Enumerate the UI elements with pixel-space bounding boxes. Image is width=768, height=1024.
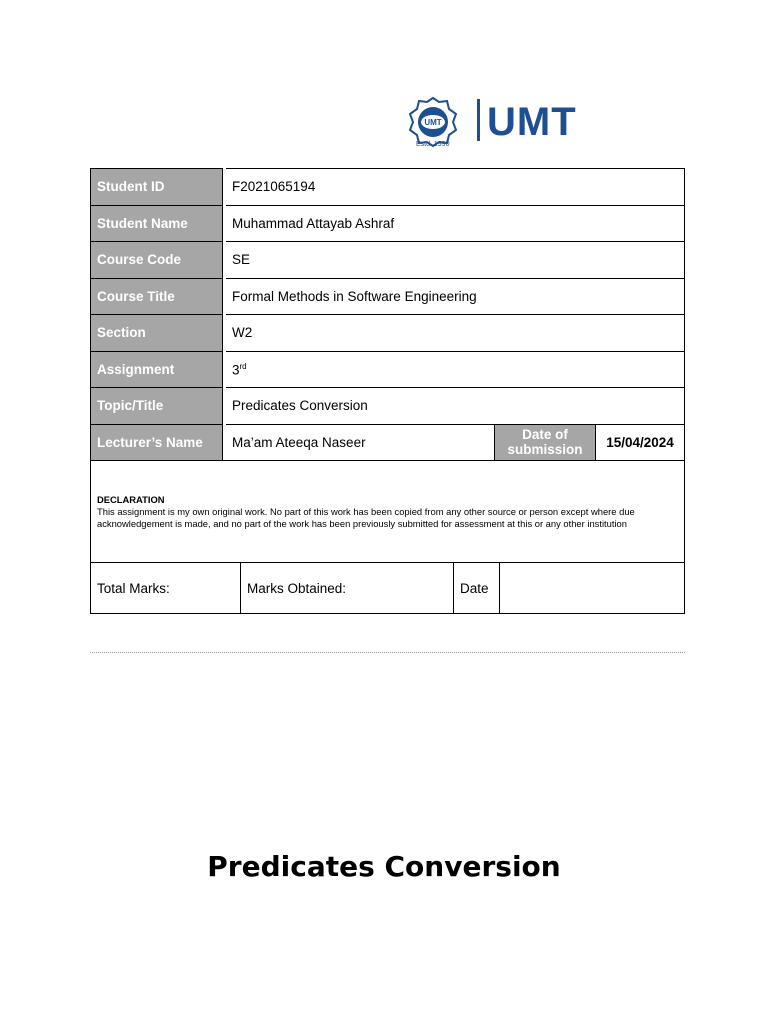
- date-of-submission-label: Date of submission: [495, 424, 596, 461]
- student-id-value: F2021065194: [225, 169, 685, 206]
- topic-value: Predicates Conversion: [225, 388, 685, 425]
- course-code-value: SE: [225, 242, 685, 279]
- marks-table: [90, 562, 685, 614]
- total-marks-label: Total Marks:: [91, 563, 241, 614]
- table-row: [91, 315, 685, 352]
- section-label: Section: [91, 315, 225, 352]
- student-id-label: Student ID: [91, 169, 225, 206]
- date-of-submission-value: 15/04/2024: [596, 424, 685, 461]
- table-row: [91, 205, 685, 242]
- topic-label: Topic/Title: [91, 388, 225, 425]
- student-name-value: Muhammad Attayab Ashraf: [225, 205, 685, 242]
- course-title-label: Course Title: [91, 278, 225, 315]
- course-code-label: Course Code: [91, 242, 225, 279]
- table-row: [91, 563, 685, 614]
- student-name-label: Student Name: [91, 205, 225, 242]
- logo-divider: [477, 99, 480, 141]
- course-title-value: Formal Methods in Software Engineering: [225, 278, 685, 315]
- table-row: [91, 169, 685, 206]
- lecturer-value: Ma’am Ateeqa Naseer: [225, 424, 495, 461]
- cover-info-table: [90, 168, 685, 461]
- marks-obtained-label: Marks Obtained:: [241, 563, 454, 614]
- seal-text: UMT: [424, 118, 442, 127]
- table-row: [91, 242, 685, 279]
- table-row: [91, 351, 685, 388]
- date-value-cell: [500, 563, 685, 614]
- table-row: [91, 388, 685, 425]
- date-label: Date: [454, 563, 500, 614]
- declaration-title: DECLARATION: [97, 494, 165, 505]
- lecturer-label: Lecturer’s Name: [91, 424, 225, 461]
- assignment-ordinal: rd: [239, 361, 247, 371]
- assignment-label: Assignment: [91, 351, 225, 388]
- assignment-number: 3: [232, 362, 240, 377]
- declaration-box: [90, 460, 685, 563]
- section-value: W2: [225, 315, 685, 352]
- table-row: [91, 424, 685, 461]
- declaration-text: This assignment is my own original work. No part of this work has been copied from any other source or person except where due acknowledgement is made, and no part of the work has been previously submitted for assessment at this or any other institution: [97, 506, 635, 529]
- table-row: [91, 278, 685, 315]
- established-text: Estd. 1990: [416, 141, 450, 148]
- page-break-divider: [90, 652, 685, 653]
- document-title: Predicates Conversion: [207, 850, 561, 883]
- brand-name: UMT: [487, 100, 577, 144]
- assignment-value: [225, 351, 685, 388]
